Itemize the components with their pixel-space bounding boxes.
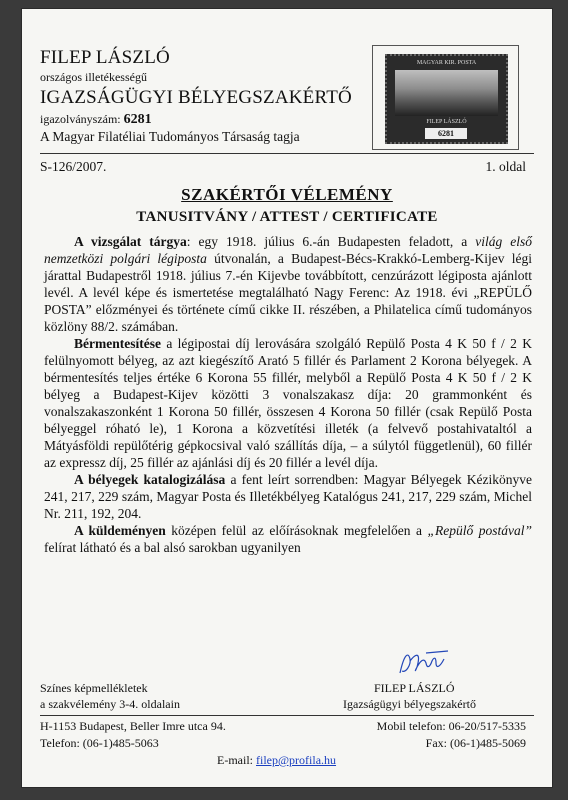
consignment-text-b: felírat látható és a bal alsó sarokban ugyanilyen	[44, 540, 301, 555]
document-subtitle: TANUSITVÁNY / ATTEST / CERTIFICATE	[136, 209, 438, 225]
id-number: 6281	[123, 112, 152, 127]
subject-italic: világ első nemzetközi polgári légiposta	[44, 234, 532, 266]
certificate-body	[44, 233, 532, 556]
paragraph-catalogue	[44, 471, 532, 522]
document-title: SZAKÉRTŐI VÉLEMÉNY	[181, 185, 393, 204]
membership-line: A Magyar Filatéliai Tudományos Társaság tagja	[40, 129, 300, 144]
page-number: 1. oldal	[485, 159, 526, 174]
subject-text-a: : egy 1918. július 6.-án Budapesten feladott, a	[186, 234, 476, 249]
consignment-italic: „Repülő postával”	[427, 523, 532, 538]
id-line	[40, 112, 152, 128]
mobile-phone: Mobil telefon: 06-20/517-5335	[376, 719, 526, 733]
stamp-image	[372, 45, 519, 150]
stamp-frame	[385, 54, 508, 144]
email-link[interactable]: filep@profila.hu	[256, 753, 337, 767]
paragraph-franking	[44, 335, 532, 471]
landline-phone: Telefon: (06-1)485-5063	[40, 736, 159, 750]
subject-text-b: útvonalán, a Budapest-Bécs-Krakkó-Lemberg-Kijev légi járattal Budapestről 1918. július 7.-én Kijevbe továbbított, cenzúrázott légiposta ajánlott levél. A levél képe és ismertetése megtalálható Nagy Ferenc: Az 1918. évi „REPÜLŐ POSTA” előzményei és története című cikke II. részében, a Philatelica című tudományos közlöny 88/2. számában.	[44, 251, 532, 334]
consignment-text-a: középen felül az előírásoknak megfelelően a	[165, 523, 428, 538]
stamp-bottom-text: FILEP LÁSZLÓ	[426, 119, 467, 125]
handwritten-signature	[396, 647, 454, 679]
catalogue-heading: A bélyegek katalogizálása	[74, 472, 226, 487]
jurisdiction-line: országos illetékességű	[40, 70, 147, 84]
reference-number: S-126/2007.	[40, 159, 107, 174]
stamp-scene	[395, 70, 498, 116]
header-divider	[40, 153, 534, 154]
attachment-note-1: Színes képmellékletek	[40, 681, 148, 695]
franking-heading: Bérmentesítése	[74, 336, 161, 351]
stamp-number: 6281	[425, 128, 467, 139]
id-label: igazolványszám:	[40, 112, 121, 126]
certificate-page	[22, 9, 552, 787]
signatory-name: FILEP LÁSZLÓ	[374, 681, 455, 695]
address: H-1153 Budapest, Beller Imre utca 94.	[40, 719, 226, 733]
expert-name: FILEP LÁSZLÓ	[40, 47, 170, 68]
email-label: E-mail:	[217, 753, 253, 767]
franking-text: a légipostai díj lerovására szolgáló Repülő Posta 4 K 50 f / 2 K felülnyomott bélyeg, az azt kiegészítő Arató 5 fillér és Parlament 2 Korona bélyegek. A bérmentesítés teljes értéke 6 Korona 55 fillér, melyből a Repülő Posta 4 K 50 f / 2 K bélyeg a Budapest-Kijev közötti 3 vonalszakasz díja: 20 grammonként és vonalszakaszonként 1 Korona 50 fillér, összesen 4 Korona 50 fillér (csak Repülő Posta bélyeggel róható le), 1 Korona a közvetítési illeték (a felvevő postahivataltól a Mátyásföldi repülőtérig gépkocsival való szállítás díja, – a súlytól függetlenül), 60 fillér az expressz díj, 25 fillér az ajánlási díj és 20 fillér a levél díja.	[44, 336, 532, 470]
footer-divider	[40, 715, 534, 716]
paragraph-subject	[44, 233, 532, 335]
email-line	[217, 753, 336, 768]
paragraph-consignment	[44, 522, 532, 556]
signatory-role: Igazságügyi bélyegszakértő	[343, 697, 476, 711]
expert-role: IGAZSÁGÜGYI BÉLYEGSZAKÉRTŐ	[40, 87, 352, 108]
fax-number: Fax: (06-1)485-5069	[425, 736, 526, 750]
subject-heading: A vizsgálat tárgya	[74, 234, 187, 249]
consignment-heading: A küldeményen	[74, 523, 166, 538]
attachment-note-2: a szakvélemény 3-4. oldalain	[40, 697, 180, 711]
stamp-top-text: MAGYAR KIR. POSTA	[416, 60, 477, 66]
catalogue-text: a fent leírt sorrendben: Magyar Bélyegek Kézikönyve 241, 217, 229 szám, Magyar Posta és Illetékbélyeg Katalógus 241, 217, 229 szám, Michel Nr. 211, 192, 204.	[44, 472, 533, 521]
